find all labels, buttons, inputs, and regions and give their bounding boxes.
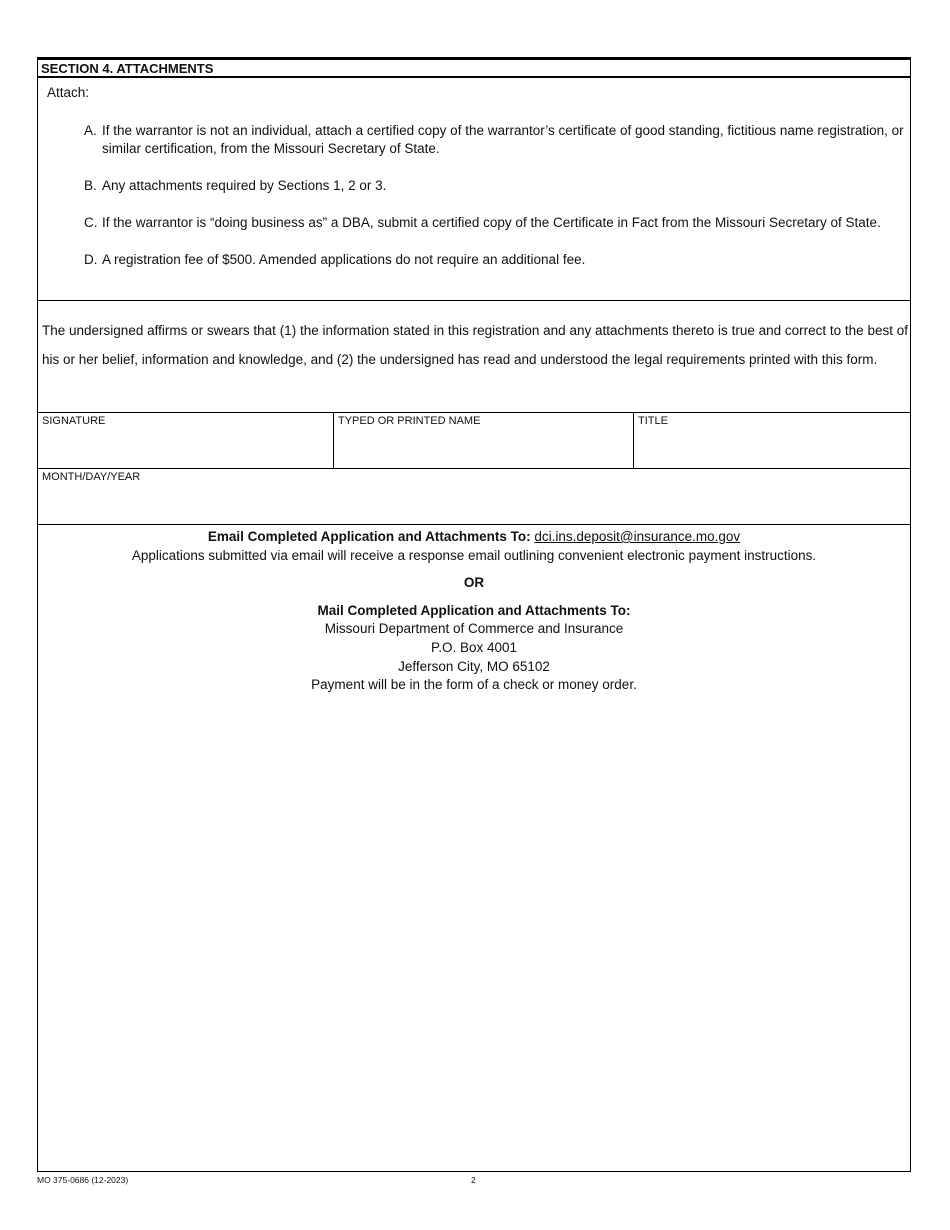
email-heading: Email Completed Application and Attachments To: (207, 529, 531, 544)
section-title: SECTION 4. ATTACHMENTS (38, 60, 910, 78)
mail-city: Jefferson City, MO 65102 (398, 658, 550, 674)
submission-instructions (38, 528, 910, 695)
date-label: MONTH/DAY/YEAR (42, 471, 141, 483)
title-label: TITLE (638, 415, 668, 427)
mail-heading: Mail Completed Application and Attachments To: (317, 602, 631, 618)
typed-name-field[interactable] (334, 412, 633, 468)
attachment-letter: B. (84, 178, 97, 193)
attachment-item-d (84, 251, 904, 269)
signature-label: SIGNATURE (42, 415, 106, 427)
signature-field[interactable] (38, 412, 334, 468)
divider (38, 300, 910, 301)
email-line (38, 528, 910, 547)
attachment-text: Any attachments required by Sections 1, 2 or 3. (102, 178, 387, 193)
or-separator: OR (463, 575, 485, 591)
attachment-text: If the warrantor is not an individual, attach a certified copy of the warrantor’s certificate of good standing, fictitious name registration, or similar certification, from the Missouri Secretary of State. (102, 123, 904, 156)
payment-note: Payment will be in the form of a check or money order. (311, 677, 637, 693)
form-frame (37, 57, 911, 1172)
attachment-list (84, 122, 904, 288)
divider (38, 524, 910, 525)
mail-po-box: P.O. Box 4001 (430, 639, 518, 655)
attachment-text: If the warrantor is “doing business as” a DBA, submit a certified copy of the Certificate in Fact from the Missouri Secretary of State. (102, 215, 881, 230)
attachment-item-c (84, 214, 904, 232)
attachment-letter: D. (84, 252, 98, 267)
date-field[interactable] (38, 468, 910, 524)
attachment-letter: A. (84, 123, 97, 138)
attach-label: Attach: (47, 85, 90, 100)
attachment-item-b (84, 177, 904, 195)
typed-name-label: TYPED OR PRINTED NAME (338, 415, 481, 427)
attachment-text: A registration fee of $500. Amended applications do not require an additional fee. (102, 252, 586, 267)
mail-organization: Missouri Department of Commerce and Insurance (324, 621, 624, 637)
form-id: MO 375-0686 (12-2023) (37, 1175, 129, 1185)
attachment-item-a (84, 122, 904, 158)
page-number: 2 (471, 1175, 476, 1185)
email-link[interactable]: dci.ins.deposit@insurance.mo.gov (534, 529, 741, 544)
title-field[interactable] (634, 412, 910, 468)
affirmation-text: The undersigned affirms or swears that (1) the information stated in this registration and any attachments thereto is true and correct to the best of his or her belief, information and knowledge, and (2) the undersigned has read and understood the legal requirements printed with this form. (42, 323, 908, 367)
attachment-letter: C. (84, 215, 98, 230)
email-note: Applications submitted via email will receive a response email outlining convenient electronic payment instructions. (131, 547, 817, 563)
